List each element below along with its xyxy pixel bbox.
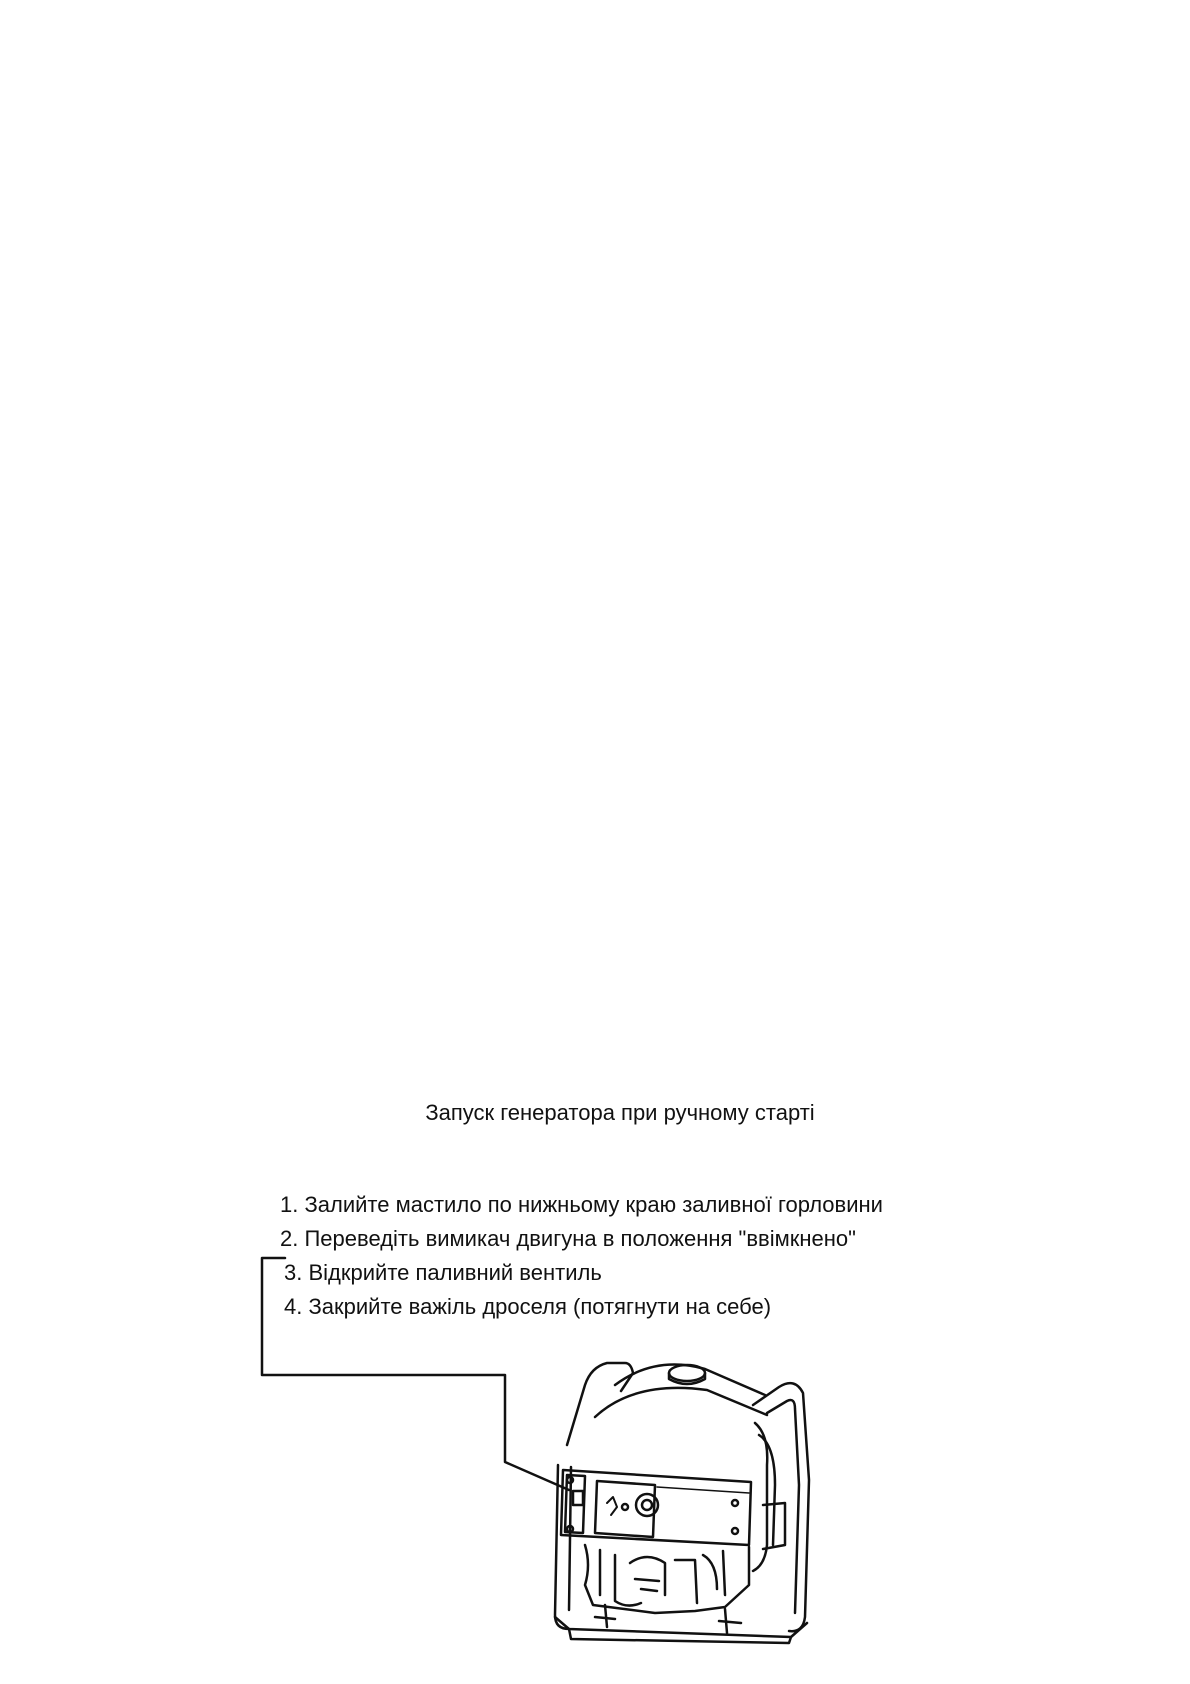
step-item-1 bbox=[280, 1188, 883, 1222]
step-text: Закрийте важіль дроселя (потягнути на себе) bbox=[308, 1294, 772, 1319]
step-number: 4. bbox=[284, 1294, 303, 1319]
page-title: Запуск генератора при ручному старті bbox=[425, 1100, 815, 1125]
step-number: 1. bbox=[280, 1192, 299, 1217]
step-text: Переведіть вимикач двигуна в положення "ввімкнено" bbox=[304, 1226, 856, 1251]
generator-illustration-icon bbox=[255, 1245, 895, 1645]
step-number: 3. bbox=[284, 1260, 303, 1285]
generator-figure bbox=[255, 1245, 895, 1645]
step-text: Відкрийте паливний вентиль bbox=[308, 1260, 602, 1285]
step-text: Залийте мастило по нижньому краю заливної горловини bbox=[304, 1192, 883, 1217]
step-number: 2. bbox=[280, 1226, 299, 1251]
